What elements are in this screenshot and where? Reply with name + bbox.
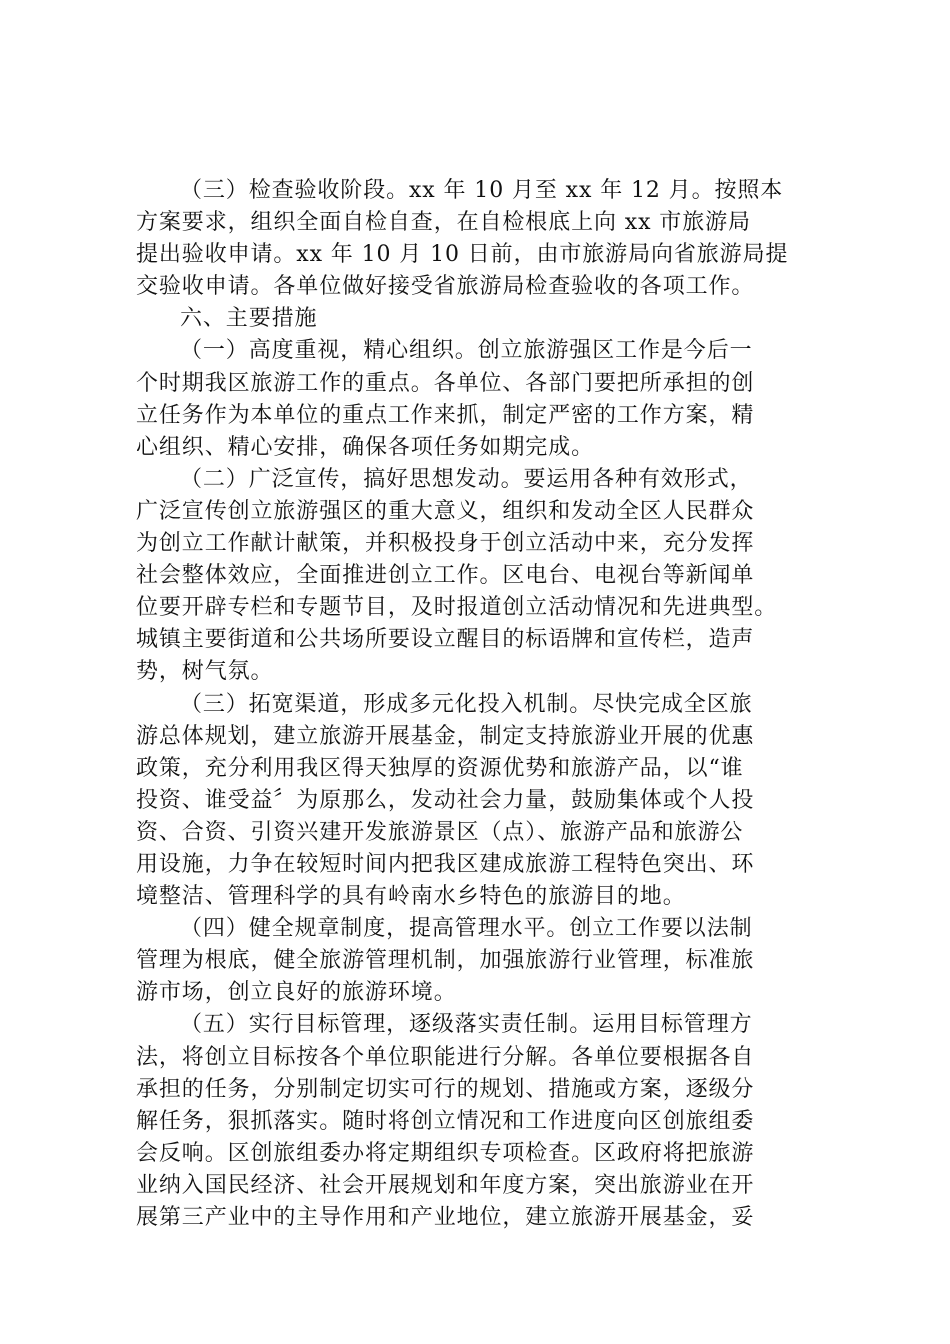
text-line: 会反响。区创旅组委办将定期组织专项检查。区政府将把旅游 xyxy=(136,1140,755,1166)
text-line: 解任务，狠抓落实。随时将创立情况和工作进度向区创旅组委 xyxy=(136,1108,755,1134)
text-line: 展第三产业中的主导作用和产业地位，建立旅游开展基金，妥 xyxy=(136,1205,755,1230)
text-line: （四）健全规章制度，提高管理水平。创立工作要以法制 xyxy=(180,916,753,942)
text-line: 用设施，力争在较短时间内把我区建成旅游工程特色突出、环 xyxy=(136,851,755,877)
text-line: 方案要求，组织全面自检自查，在自检根底上向 xx 市旅游局 xyxy=(136,210,751,236)
text-line: 为创立工作献计献策，并积极投身于创立活动中来，充分发挥 xyxy=(136,531,755,557)
text-line: 提出验收申请。xx 年 10 月 10 日前，由市旅游局向省旅游局提 xyxy=(136,242,789,268)
text-line: 游总体规划，建立旅游开展基金，制定支持旅游业开展的优惠 xyxy=(136,723,755,749)
text-line: 六、主要措施 xyxy=(180,306,318,332)
text-line: （三）拓宽渠道，形成多元化投入机制。尽快完成全区旅 xyxy=(180,691,753,717)
text-line: 交验收申请。各单位做好接受省旅游局检查验收的各项工作。 xyxy=(136,274,755,300)
text-line: （一）高度重视，精心组织。创立旅游强区工作是今后一 xyxy=(180,338,753,364)
text-line: 个时期我区旅游工作的重点。各单位、各部门要把所承担的创 xyxy=(136,370,755,396)
text-line: （五）实行目标管理，逐级落实责任制。运用目标管理方 xyxy=(180,1012,753,1038)
text-line: 游市场，创立良好的旅游环境。 xyxy=(136,980,457,1006)
text-line: （二）广泛宣传，搞好思想发动。要运用各种有效形式， xyxy=(180,466,753,492)
text-line: 广泛宣传创立旅游强区的重大意义，组织和发动全区人民群众 xyxy=(136,498,755,524)
text-line: 城镇主要街道和公共场所要设立醒目的标语牌和宣传栏，造声 xyxy=(136,627,755,653)
text-line: 位要开辟专栏和专题节目，及时报道创立活动情况和先进典型。 xyxy=(136,595,778,621)
document-body xyxy=(136,175,826,1234)
text-line: 管理为根底，健全旅游管理机制，加强旅游行业管理，标准旅 xyxy=(136,948,755,974)
text-line: 境整洁、管理科学的具有岭南水乡特色的旅游目的地。 xyxy=(136,884,686,910)
text-line: （三）检查验收阶段。xx 年 10 月至 xx 年 12 月。按照本 xyxy=(180,178,784,203)
text-line: 承担的任务，分别制定切实可行的规划、措施或方案，逐级分 xyxy=(136,1076,755,1102)
text-line: 法，将创立目标按各个单位职能进行分解。各单位要根据各自 xyxy=(136,1044,755,1070)
text-line: 资、合资、引资兴建开发旅游景区（点）、旅游产品和旅游公 xyxy=(136,819,744,845)
text-line: 立任务作为本单位的重点工作来抓，制定严密的工作方案，精 xyxy=(136,402,755,428)
text-line: 心组织、精心安排，确保各项任务如期完成。 xyxy=(136,434,595,460)
text-line: 业纳入国民经济、社会开展规划和年度方案，突出旅游业在开 xyxy=(136,1172,755,1198)
text-line: 社会整体效应，全面推进创立工作。区电台、电视台等新闻单 xyxy=(136,563,755,589)
text-line: 投资、谁受益〞为原那么，发动社会力量，鼓励集体或个人投 xyxy=(136,787,755,813)
text-line: 势，树气氛。 xyxy=(136,659,274,685)
text-line: 政策，充分利用我区得天独厚的资源优势和旅游产品，以“谁 xyxy=(136,755,744,781)
